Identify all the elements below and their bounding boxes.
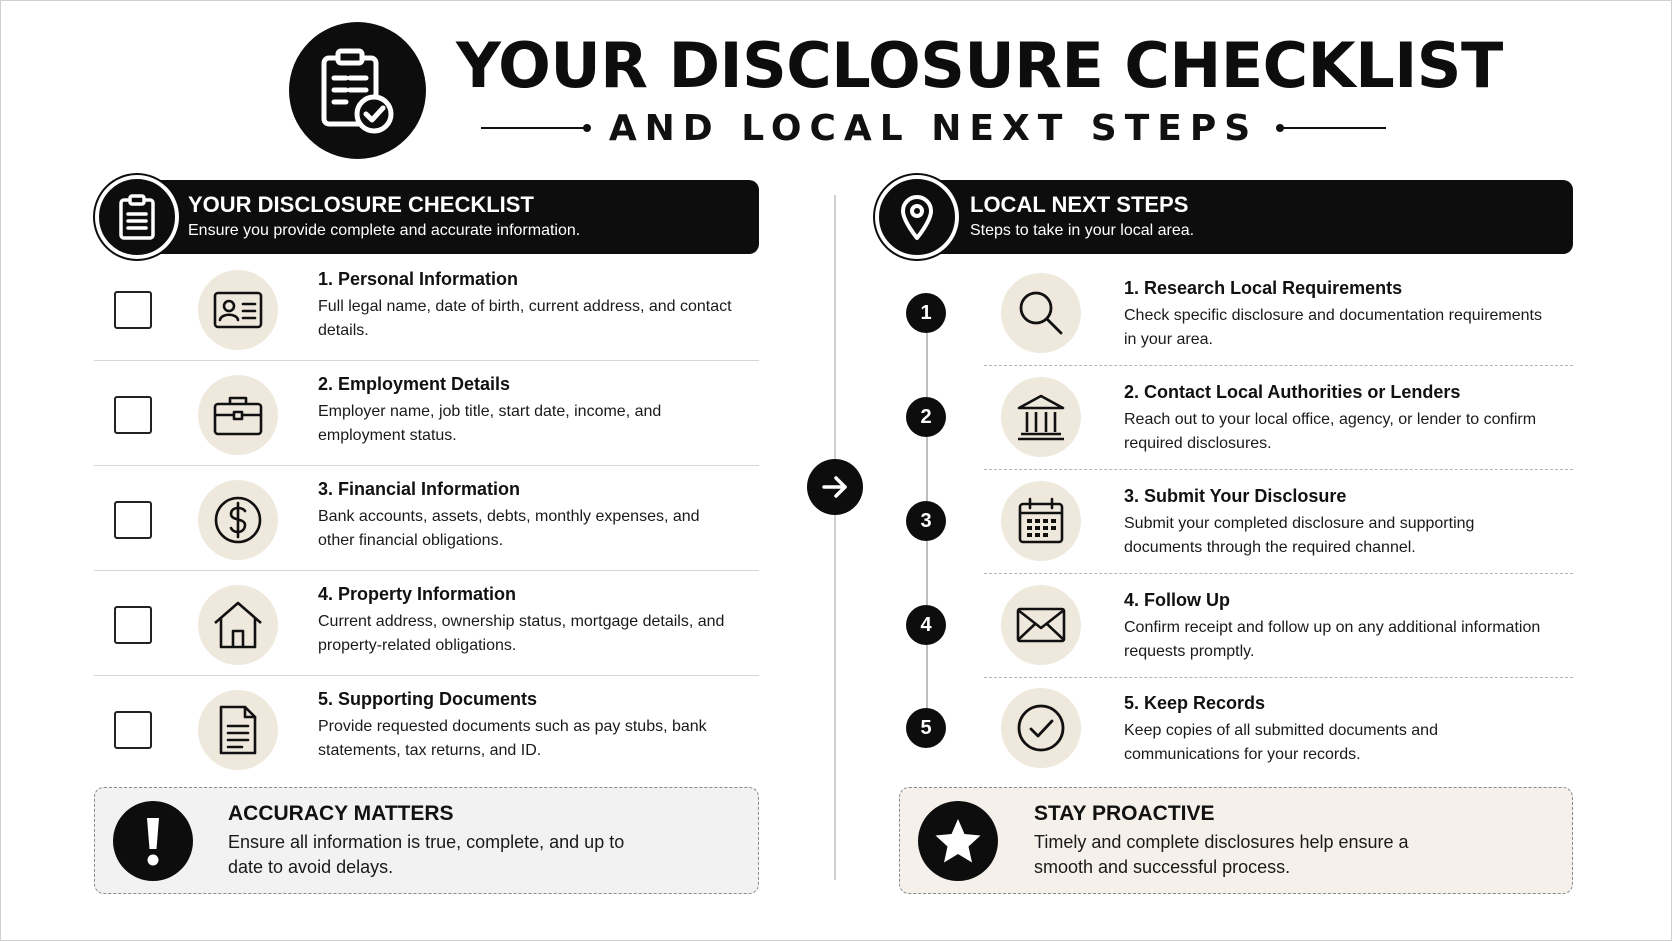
proactive-callout-title: STAY PROACTIVE bbox=[1034, 802, 1215, 825]
checklist-item-desc: Current address, ownership status, mortgage details, and property-related obligations. bbox=[318, 613, 725, 654]
clipboard-check-icon bbox=[289, 22, 426, 159]
page-subtitle: AND LOCAL NEXT STEPS bbox=[608, 107, 1259, 149]
step-title: 5. Keep Records bbox=[1124, 693, 1266, 713]
checklist-item-desc: Provide requested documents such as pay stubs, bank statements, tax returns, and ID. bbox=[318, 718, 707, 759]
checklist-banner-title: YOUR DISCLOSURE CHECKLIST bbox=[188, 192, 534, 217]
checklist-item-desc: Full legal name, date of birth, current address, and contact details. bbox=[318, 298, 732, 339]
document-icon bbox=[198, 690, 278, 770]
accuracy-callout-title: ACCURACY MATTERS bbox=[228, 802, 454, 825]
step-item bbox=[901, 677, 1573, 781]
proactive-callout-desc: Timely and complete disclosures help ensure a smooth and successful process. bbox=[1034, 832, 1409, 877]
checkbox-property-information[interactable] bbox=[114, 606, 152, 644]
checkbox-financial-information[interactable] bbox=[114, 501, 152, 539]
subtitle-divider-left bbox=[481, 127, 587, 129]
exclamation-icon bbox=[113, 801, 193, 881]
step-desc: Keep copies of all submitted documents and communications for your records. bbox=[1124, 722, 1438, 763]
step-number: 4 bbox=[906, 605, 946, 645]
accuracy-callout bbox=[94, 787, 759, 894]
page-title: YOUR DISCLOSURE CHECKLIST bbox=[456, 29, 1503, 102]
checkbox-personal-information[interactable] bbox=[114, 291, 152, 329]
dollar-icon bbox=[198, 480, 278, 560]
briefcase-icon bbox=[198, 375, 278, 455]
checklist-banner bbox=[153, 180, 759, 254]
magnifier-icon bbox=[1001, 273, 1081, 353]
proactive-callout bbox=[899, 787, 1573, 894]
step-desc: Check specific disclosure and documentation requirements in your area. bbox=[1124, 307, 1542, 348]
checklist-item-desc: Bank accounts, assets, debts, monthly expenses, and other financial obligations. bbox=[318, 508, 700, 549]
house-icon bbox=[198, 585, 278, 665]
checklist-item bbox=[94, 677, 759, 781]
checklist-item-title: 5. Supporting Documents bbox=[318, 689, 538, 709]
clipboard-icon bbox=[95, 175, 179, 259]
step-number: 1 bbox=[906, 293, 946, 333]
steps-banner-subtitle: Steps to take in your local area. bbox=[970, 222, 1195, 239]
step-item bbox=[901, 262, 1573, 366]
steps-banner bbox=[933, 180, 1573, 254]
arrow-right-icon[interactable] bbox=[807, 459, 863, 515]
id-card-icon bbox=[198, 270, 278, 350]
step-desc: Reach out to your local office, agency, or lender to confirm required disclosures. bbox=[1124, 411, 1537, 452]
calendar-icon bbox=[1001, 481, 1081, 561]
step-desc: Confirm receipt and follow up on any additional information requests promptly. bbox=[1124, 619, 1541, 660]
checklist-item-title: 4. Property Information bbox=[318, 584, 517, 604]
step-item bbox=[901, 574, 1573, 678]
checklist-item-desc: Employer name, job title, start date, income, and employment status. bbox=[318, 403, 662, 444]
column-divider bbox=[834, 195, 836, 880]
envelope-icon bbox=[1001, 585, 1081, 665]
checklist-item bbox=[94, 257, 759, 361]
step-title: 2. Contact Local Authorities or Lenders bbox=[1124, 382, 1461, 402]
step-title: 3. Submit Your Disclosure bbox=[1124, 486, 1347, 506]
checklist-item bbox=[94, 362, 759, 466]
subtitle-row bbox=[481, 105, 1386, 151]
checkbox-supporting-documents[interactable] bbox=[114, 711, 152, 749]
step-title: 4. Follow Up bbox=[1124, 590, 1230, 610]
step-item bbox=[901, 470, 1573, 574]
step-title: 1. Research Local Requirements bbox=[1124, 278, 1403, 298]
step-number: 3 bbox=[906, 501, 946, 541]
checklist-item-title: 1. Personal Information bbox=[318, 269, 519, 289]
checklist-banner-subtitle: Ensure you provide complete and accurate information. bbox=[188, 222, 581, 239]
steps-banner-title: LOCAL NEXT STEPS bbox=[970, 192, 1189, 217]
check-circle-icon bbox=[1001, 688, 1081, 768]
location-pin-icon bbox=[875, 175, 959, 259]
checklist-item-title: 3. Financial Information bbox=[318, 479, 521, 499]
accuracy-callout-desc: Ensure all information is true, complete, and up to date to avoid delays. bbox=[228, 832, 625, 877]
step-desc: Submit your completed disclosure and supporting documents through the required channel. bbox=[1124, 515, 1475, 556]
step-number: 5 bbox=[906, 708, 946, 748]
bank-icon bbox=[1001, 377, 1081, 457]
subtitle-divider-right bbox=[1280, 127, 1386, 129]
step-number: 2 bbox=[906, 397, 946, 437]
step-item bbox=[901, 366, 1573, 470]
checkbox-employment-details[interactable] bbox=[114, 396, 152, 434]
star-icon bbox=[918, 801, 998, 881]
checklist-item-title: 2. Employment Details bbox=[318, 374, 511, 394]
checklist-item bbox=[94, 467, 759, 571]
checklist-item bbox=[94, 572, 759, 676]
